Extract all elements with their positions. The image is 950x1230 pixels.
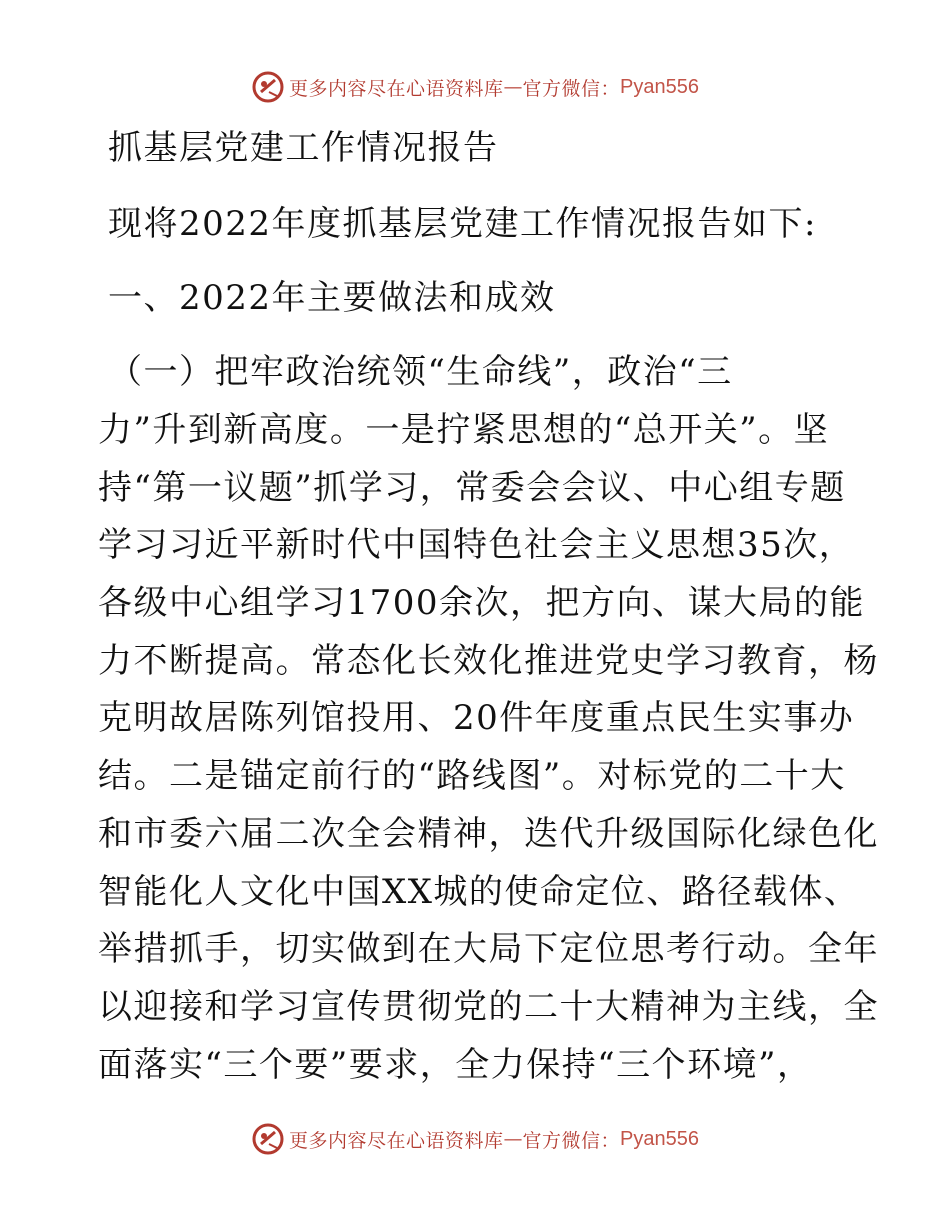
watermark-header	[0, 70, 950, 104]
watermark-text: 更多内容尽在心语资料库	[289, 1129, 504, 1152]
watermark-separator: —	[503, 1128, 523, 1150]
watermark-suffix: 官方微信：	[522, 77, 621, 100]
body-line: 和市委六届二次全会精神，迭代升级国际化绿色化	[98, 814, 879, 854]
body-line: 克明故居陈列馆投用、20件年度重点民生实事办	[98, 698, 855, 738]
watermark-id: Pyan556	[620, 1127, 699, 1150]
watermark-text: 更多内容尽在心语资料库	[289, 77, 504, 100]
body-line: 力”升到新高度。一是拧紧思想的“总开关”。坚	[98, 410, 830, 450]
body-line: 智能化人文化中国XX城的使命定位、路径载体、	[98, 872, 860, 912]
body-line: 以迎接和学习宣传贯彻党的二十大精神为主线，全	[98, 987, 879, 1027]
watermark-footer	[0, 1122, 950, 1156]
brand-logo-icon	[251, 1122, 285, 1156]
body-line: 面落实“三个要”要求，全力保持“三个环境”，	[98, 1045, 813, 1085]
body-line: 举措抓手，切实做到在大局下定位思考行动。全年	[98, 929, 879, 969]
brand-logo-icon	[251, 70, 285, 104]
body-line: 各级中心组学习1700余次，把方向、谋大局的能	[98, 583, 866, 623]
body-line: （一）把牢政治统领“生命线”，政治“三	[108, 352, 733, 392]
body-line: 力不断提高。常态化长效化推进党史学习教育，杨	[98, 641, 879, 681]
watermark-separator: —	[503, 76, 523, 98]
watermark-suffix: 官方微信：	[522, 1129, 621, 1152]
watermark-id: Pyan556	[620, 75, 699, 98]
document-title: 抓基层党建工作情况报告	[108, 128, 499, 168]
body-line: 持“第一议题”抓学习，常委会会议、中心组专题	[98, 468, 846, 508]
body-line: 结。二是锚定前行的“路线图”。对标党的二十大	[98, 756, 846, 796]
intro-paragraph: 现将2022年度抓基层党建工作情况报告如下:	[108, 204, 817, 244]
section-heading: 一、2022年主要做法和成效	[108, 278, 556, 318]
body-line: 学习习近平新时代中国特色社会主义思想35次，	[98, 525, 855, 565]
